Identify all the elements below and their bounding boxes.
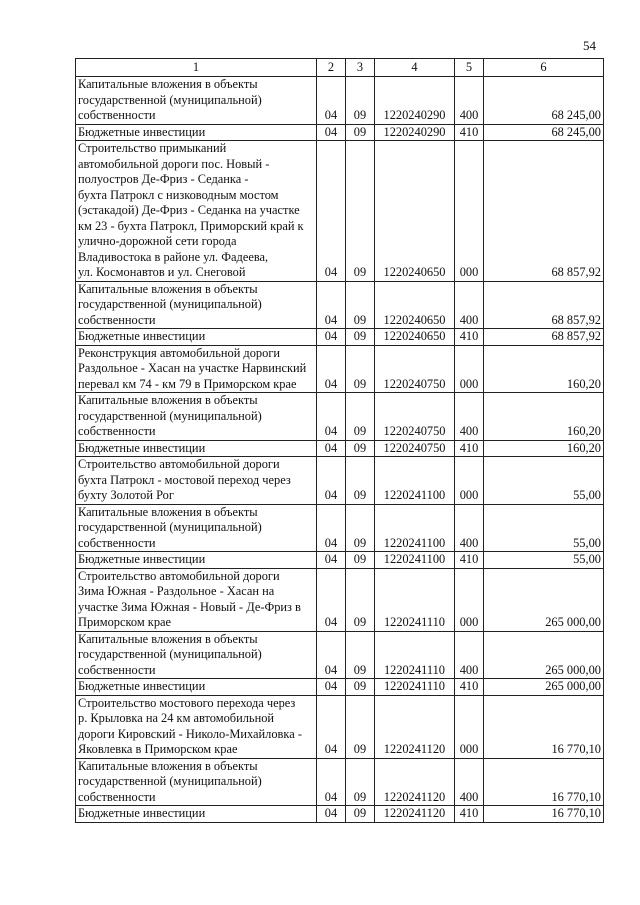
- row-name-cell: [76, 806, 317, 823]
- amount-cell: 265 000,00: [484, 679, 604, 696]
- row-name-cell: [76, 329, 317, 346]
- row-name-line: государственной (муниципальной): [78, 408, 262, 423]
- expense-type-cell: 400: [455, 77, 484, 125]
- table-row: [76, 568, 604, 631]
- budget-table: [75, 58, 604, 823]
- amount-cell: 68 245,00: [484, 77, 604, 125]
- row-name-line: Бюджетные инвестиции: [78, 679, 206, 693]
- expense-type-cell: 000: [455, 568, 484, 631]
- expense-type-cell: 400: [455, 504, 484, 552]
- row-name-line: Бюджетные инвестиции: [78, 806, 206, 820]
- row-name-line: собственности: [78, 535, 156, 550]
- section-code-cell: 04: [317, 758, 346, 806]
- subsection-code-cell: 09: [346, 124, 375, 141]
- row-name-cell: [76, 631, 317, 679]
- expense-type-cell: 000: [455, 457, 484, 505]
- amount-cell: 68 857,92: [484, 329, 604, 346]
- subsection-code-cell: 09: [346, 568, 375, 631]
- row-name-line: собственности: [78, 662, 156, 677]
- table-row: [76, 141, 604, 282]
- row-name-line: полуостров Де-Фриз - Седанка -: [78, 172, 249, 186]
- expense-type-cell: 400: [455, 393, 484, 441]
- row-name-line: Раздольное - Хасан на участке Нарвинский: [78, 361, 307, 375]
- section-code-cell: 04: [317, 440, 346, 457]
- header-cell: 3: [346, 59, 375, 77]
- expense-type-cell: 000: [455, 345, 484, 393]
- row-name-line: собственности: [78, 789, 156, 804]
- target-code-cell: 1220241120: [375, 758, 455, 806]
- row-name-line: Капитальные вложения в объекты: [78, 77, 258, 91]
- row-name-line: собственности: [78, 424, 156, 438]
- subsection-code-cell: 09: [346, 552, 375, 569]
- expense-type-cell: 410: [455, 552, 484, 569]
- section-code-cell: 04: [317, 77, 346, 125]
- row-name-cell: [76, 552, 317, 569]
- table-row: [76, 806, 604, 823]
- expense-type-cell: 000: [455, 695, 484, 758]
- section-code-cell: 04: [317, 281, 346, 329]
- table-row: [76, 695, 604, 758]
- table-row: [76, 457, 604, 505]
- section-code-cell: 04: [317, 552, 346, 569]
- amount-cell: 55,00: [484, 457, 604, 505]
- target-code-cell: 1220240650: [375, 141, 455, 282]
- section-code-cell: 04: [317, 329, 346, 346]
- table-row: [76, 281, 604, 329]
- row-name-line: дороги Кировский - Николо-Михайловка -: [78, 726, 302, 741]
- amount-cell: 265 000,00: [484, 568, 604, 631]
- section-code-cell: 04: [317, 457, 346, 505]
- row-name-line: р. Крыловка на 24 км автомобильной: [78, 711, 275, 725]
- section-code-cell: 04: [317, 631, 346, 679]
- header-cell: 1: [76, 59, 317, 77]
- target-code-cell: 1220240750: [375, 345, 455, 393]
- amount-cell: 160,20: [484, 393, 604, 441]
- section-code-cell: 04: [317, 679, 346, 696]
- row-name-line: улично-дорожной сети города: [78, 234, 237, 248]
- table-row: [76, 124, 604, 141]
- expense-type-cell: 410: [455, 329, 484, 346]
- row-name-line: Строительство автомобильной дороги: [78, 568, 280, 583]
- amount-cell: 16 770,10: [484, 806, 604, 823]
- row-name-line: ул. Космонавтов и ул. Снеговой: [78, 265, 246, 279]
- row-name-line: Яковлевка в Приморском крае: [78, 742, 238, 756]
- table-header-row: [76, 59, 604, 77]
- target-code-cell: 1220241110: [375, 679, 455, 696]
- subsection-code-cell: 09: [346, 77, 375, 125]
- row-name-line: Зима Южная - Раздольное - Хасан на: [78, 584, 275, 598]
- row-name-line: Капитальные вложения в объекты: [78, 631, 258, 646]
- subsection-code-cell: 09: [346, 281, 375, 329]
- subsection-code-cell: 09: [346, 631, 375, 679]
- row-name-cell: [76, 504, 317, 552]
- row-name-line: государственной (муниципальной): [78, 92, 262, 107]
- subsection-code-cell: 09: [346, 141, 375, 282]
- target-code-cell: 1220240650: [375, 281, 455, 329]
- subsection-code-cell: 09: [346, 393, 375, 441]
- row-name-cell: [76, 77, 317, 125]
- row-name-line: Приморском крае: [78, 615, 172, 629]
- row-name-cell: [76, 758, 317, 806]
- row-name-line: Капитальные вложения в объекты: [78, 504, 258, 519]
- row-name-line: бухта Патрокл - мостовой переход через: [78, 472, 291, 487]
- row-name-line: бухту Золотой Рог: [78, 488, 174, 502]
- row-name-cell: [76, 440, 317, 457]
- target-code-cell: 1220240290: [375, 77, 455, 125]
- row-name-line: государственной (муниципальной): [78, 520, 262, 534]
- row-name-line: Владивостока в районе ул. Фадеева,: [78, 249, 269, 264]
- expense-type-cell: 410: [455, 806, 484, 823]
- row-name-cell: [76, 141, 317, 282]
- expense-type-cell: 400: [455, 631, 484, 679]
- target-code-cell: 1220240750: [375, 393, 455, 441]
- row-name-line: государственной (муниципальной): [78, 297, 262, 311]
- row-name-line: Строительство мостового перехода через: [78, 695, 296, 710]
- subsection-code-cell: 09: [346, 679, 375, 696]
- target-code-cell: 1220240290: [375, 124, 455, 141]
- table-row: [76, 329, 604, 346]
- row-name-cell: [76, 568, 317, 631]
- expense-type-cell: 000: [455, 141, 484, 282]
- table-body: [76, 77, 604, 823]
- amount-cell: 68 857,92: [484, 281, 604, 329]
- subsection-code-cell: 09: [346, 440, 375, 457]
- row-name-cell: [76, 457, 317, 505]
- expense-type-cell: 400: [455, 758, 484, 806]
- amount-cell: 68 245,00: [484, 124, 604, 141]
- expense-type-cell: 400: [455, 281, 484, 329]
- amount-cell: 68 857,92: [484, 141, 604, 282]
- section-code-cell: 04: [317, 504, 346, 552]
- row-name-line: автомобильной дороги пос. Новый -: [78, 156, 270, 171]
- section-code-cell: 04: [317, 141, 346, 282]
- row-name-cell: [76, 124, 317, 141]
- row-name-line: государственной (муниципальной): [78, 647, 262, 661]
- row-name-line: собственности: [78, 312, 156, 327]
- row-name-line: Капитальные вложения в объекты: [78, 758, 258, 773]
- target-code-cell: 1220241100: [375, 457, 455, 505]
- row-name-line: перевал км 74 - км 79 в Приморском крае: [78, 376, 297, 391]
- subsection-code-cell: 09: [346, 806, 375, 823]
- row-name-line: Реконструкция автомобильной дороги: [78, 345, 281, 360]
- row-name-line: участке Зима Южная - Новый - Де-Фриз в: [78, 599, 301, 614]
- row-name-cell: [76, 345, 317, 393]
- subsection-code-cell: 09: [346, 758, 375, 806]
- subsection-code-cell: 09: [346, 345, 375, 393]
- section-code-cell: 04: [317, 695, 346, 758]
- row-name-cell: [76, 393, 317, 441]
- target-code-cell: 1220241120: [375, 806, 455, 823]
- row-name-line: бухта Патрокл с низководным мостом: [78, 187, 279, 202]
- row-name-line: Капитальные вложения в объекты: [78, 281, 258, 296]
- target-code-cell: 1220241100: [375, 504, 455, 552]
- table-row: [76, 504, 604, 552]
- row-name-cell: [76, 281, 317, 329]
- row-name-line: собственности: [78, 108, 156, 122]
- row-name-line: государственной (муниципальной): [78, 774, 262, 788]
- subsection-code-cell: 09: [346, 504, 375, 552]
- amount-cell: 16 770,10: [484, 695, 604, 758]
- row-name-line: км 23 - бухта Патрокл, Приморский край к: [78, 218, 304, 233]
- table-row: [76, 552, 604, 569]
- row-name-line: Строительство примыканий: [78, 141, 227, 155]
- amount-cell: 55,00: [484, 504, 604, 552]
- section-code-cell: 04: [317, 806, 346, 823]
- header-cell: 2: [317, 59, 346, 77]
- table-row: [76, 393, 604, 441]
- amount-cell: 55,00: [484, 552, 604, 569]
- row-name-line: Капитальные вложения в объекты: [78, 393, 258, 407]
- table-row: [76, 440, 604, 457]
- target-code-cell: 1220241110: [375, 631, 455, 679]
- subsection-code-cell: 09: [346, 695, 375, 758]
- expense-type-cell: 410: [455, 440, 484, 457]
- header-cell: 4: [375, 59, 455, 77]
- table-row: [76, 679, 604, 696]
- header-cell: 5: [455, 59, 484, 77]
- section-code-cell: 04: [317, 124, 346, 141]
- amount-cell: 160,20: [484, 440, 604, 457]
- target-code-cell: 1220241110: [375, 568, 455, 631]
- row-name-cell: [76, 695, 317, 758]
- target-code-cell: 1220241120: [375, 695, 455, 758]
- row-name-line: Бюджетные инвестиции: [78, 552, 206, 566]
- amount-cell: 16 770,10: [484, 758, 604, 806]
- amount-cell: 160,20: [484, 345, 604, 393]
- target-code-cell: 1220240650: [375, 329, 455, 346]
- section-code-cell: 04: [317, 568, 346, 631]
- row-name-line: Бюджетные инвестиции: [78, 124, 206, 139]
- table-row: [76, 631, 604, 679]
- subsection-code-cell: 09: [346, 329, 375, 346]
- expense-type-cell: 410: [455, 124, 484, 141]
- row-name-cell: [76, 679, 317, 696]
- page-number: 54: [583, 38, 596, 53]
- target-code-cell: 1220240750: [375, 440, 455, 457]
- table-row: [76, 345, 604, 393]
- subsection-code-cell: 09: [346, 457, 375, 505]
- header-cell: 6: [484, 59, 604, 77]
- row-name-line: (эстакадой) Де-Фриз - Седанка на участке: [78, 203, 300, 217]
- amount-cell: 265 000,00: [484, 631, 604, 679]
- row-name-line: Бюджетные инвестиции: [78, 440, 206, 455]
- section-code-cell: 04: [317, 393, 346, 441]
- table-row: [76, 758, 604, 806]
- target-code-cell: 1220241100: [375, 552, 455, 569]
- row-name-line: Бюджетные инвестиции: [78, 329, 206, 343]
- expense-type-cell: 410: [455, 679, 484, 696]
- row-name-line: Строительство автомобильной дороги: [78, 457, 280, 471]
- table-row: [76, 77, 604, 125]
- section-code-cell: 04: [317, 345, 346, 393]
